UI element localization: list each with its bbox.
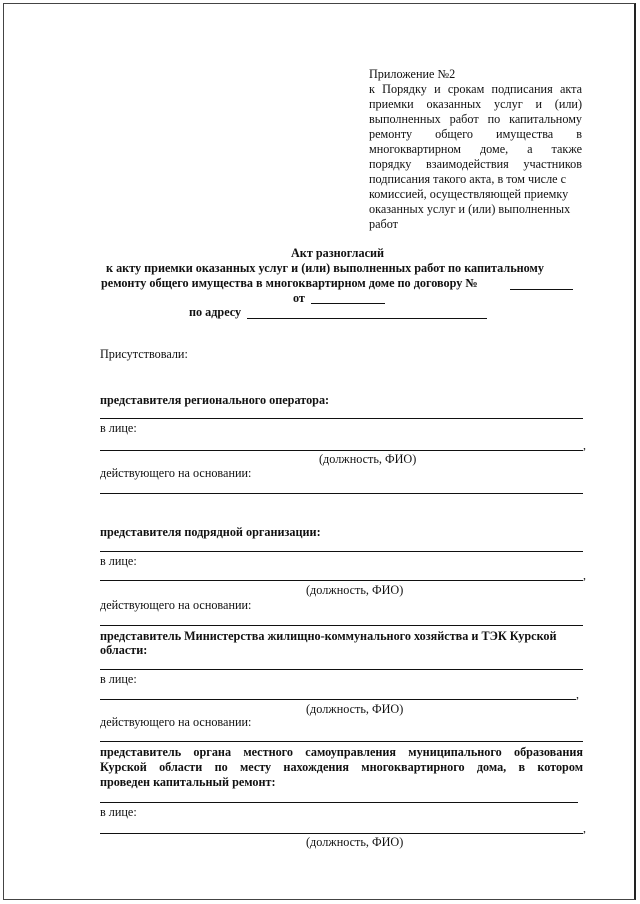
appendix-line: приемки оказанных услуг и (или): [369, 97, 582, 111]
regional-operator-title: представителя регионального оператора:: [100, 393, 330, 407]
local-line[interactable]: [100, 802, 578, 803]
appendix-line: оказанных услуг и (или) выполненных: [369, 202, 571, 216]
address-line[interactable]: [247, 318, 487, 319]
ministry-basis-line[interactable]: [100, 741, 583, 742]
appendix-line: ремонту общего имущества в: [369, 127, 582, 141]
address-label: по адресу: [189, 305, 242, 319]
act-subtitle-line2: ремонту общего имущества в многоквартирном доме по договору №: [101, 276, 478, 290]
local-title-line1: представитель органа местного самоуправления муниципального образования: [100, 745, 583, 759]
act-title: Акт разногласий: [291, 246, 385, 260]
ot-label: от: [293, 291, 305, 305]
ministry-basis-label: действующего на основании:: [100, 715, 252, 729]
local-title-line3: проведен капитальный ремонт:: [100, 775, 276, 789]
appendix-line: к Порядку и срокам подписания акта: [369, 82, 582, 96]
contractor-caption: (должность, ФИО): [306, 583, 404, 597]
appendix-title: Приложение №2: [369, 67, 456, 81]
appendix-line: комиссией, осуществляющей приемку: [369, 187, 569, 201]
comma: ,: [583, 568, 586, 582]
ministry-caption: (должность, ФИО): [306, 702, 404, 716]
appendix-line: многоквартирном доме, а также: [369, 142, 582, 156]
appendix-line: работ: [369, 217, 398, 231]
comma: ,: [583, 821, 586, 835]
ministry-v-lice-label: в лице:: [100, 672, 137, 686]
appendix-line: выполненных работ по капитальному: [369, 112, 582, 126]
local-v-lice-label: в лице:: [100, 805, 137, 819]
local-caption: (должность, ФИО): [306, 835, 404, 849]
local-title-line2: Курской области по месту нахождения многоквартирного дома, в котором: [100, 760, 583, 774]
contractor-v-lice-label: в лице:: [100, 554, 137, 568]
contract-number-line[interactable]: [510, 289, 573, 290]
appendix-line: порядку взаимодействия участников: [369, 157, 582, 171]
contractor-title: представителя подрядной организации:: [100, 525, 321, 539]
contractor-basis-label: действующего на основании:: [100, 598, 252, 612]
ministry-title-line1: представитель Министерства жилищно-коммунального хозяйства и ТЭК Курской: [100, 629, 557, 643]
appendix-line: подписания такого акта, в том числе с: [369, 172, 567, 186]
date-line[interactable]: [311, 303, 385, 304]
contractor-line[interactable]: [100, 551, 583, 552]
comma: ,: [576, 687, 579, 701]
contractor-basis-line[interactable]: [100, 625, 583, 626]
local-person-line[interactable]: [100, 833, 583, 834]
regional-basis-line[interactable]: [100, 493, 583, 494]
regional-v-lice-label: в лице:: [100, 421, 137, 435]
regional-operator-line[interactable]: [100, 418, 583, 419]
present-label: Присутствовали:: [100, 347, 188, 361]
regional-basis-label: действующего на основании:: [100, 466, 252, 480]
regional-caption: (должность, ФИО): [319, 452, 417, 466]
regional-person-line[interactable]: [100, 450, 583, 451]
ministry-title-line2: области:: [100, 643, 148, 657]
ministry-person-line[interactable]: [100, 699, 576, 700]
act-subtitle-line1: к акту приемки оказанных услуг и (или) выполненных работ по капитальному: [106, 261, 544, 275]
comma: ,: [583, 438, 586, 452]
ministry-line[interactable]: [100, 669, 583, 670]
contractor-person-line[interactable]: [100, 580, 583, 581]
